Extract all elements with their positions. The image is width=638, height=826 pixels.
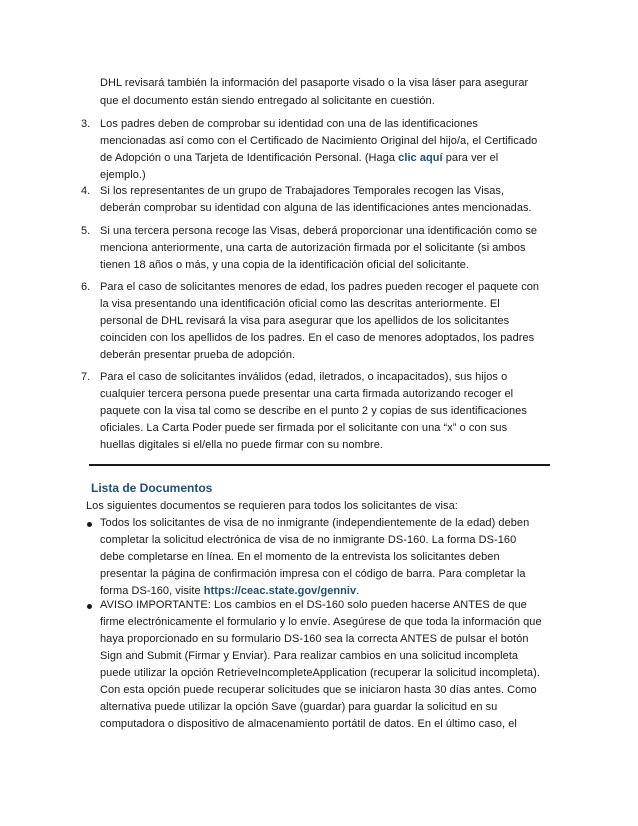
list-item-line: ejemplo.) — [100, 169, 146, 181]
ceac-link[interactable]: https://ceac.state.gov/genniv — [203, 585, 357, 597]
bullet-line: puede utilizar la opción RetrieveIncompleteApplication (recuperar la solicitud incompleta). — [100, 667, 540, 679]
bullet-line: presentar la página de confirmación impresa con el código de barra. Para completar la — [100, 568, 526, 580]
list-item-line: Si los representantes de un grupo de Trabajadores Temporales recogen las Visas, — [100, 185, 505, 197]
bullet-line: firme electrónicamente el formulario y lo envíe. Asegúrese de que toda la información que — [100, 616, 542, 628]
bullet-icon — [87, 522, 92, 527]
section-intro: Los siguientes documentos se requieren para todos los solicitantes de visa: — [86, 500, 458, 512]
click-here-link[interactable]: clic aquí — [398, 152, 443, 164]
bullet-icon — [87, 604, 92, 609]
continuation-line: DHL revisará también la información del pasaporte visado o la visa láser para asegurar — [100, 77, 529, 89]
bullet-line: computadora o dispositivo de almacenamiento portátil de datos. En el último caso, el — [100, 718, 517, 730]
list-item-line: personal de DHL revisará la visa para asegurar que los apellidos de los solicitantes — [100, 315, 510, 327]
bullet-line: Con esta opción puede recuperar solicitudes que se iniciaron hasta 30 días antes. Como — [100, 684, 537, 696]
list-item-number: 4. — [81, 185, 91, 197]
list-item-line: cualquier tercera persona puede presentar una carta firmada autorizando recoger el — [100, 388, 514, 400]
bullet-line: AVISO IMPORTANTE: Los cambios en el DS-160 solo pueden hacerse ANTES de que — [100, 599, 527, 611]
section-title: Lista de Documentos — [91, 481, 213, 495]
list-item-number: 5. — [81, 225, 91, 237]
bullet-text: . — [356, 585, 360, 597]
bullet-line: alternativa puede utilizar la opción Save (guardar) para guardar la solicitud en su — [100, 701, 498, 713]
list-item-line: menciona anteriormente, una carta de autorización firmada por el solicitante (si ambos — [100, 242, 526, 254]
bullet-line: completar la solicitud electrónica de visa de no inmigrante DS-160. La forma DS-160 — [100, 534, 517, 546]
list-item-line: mencionadas así como con el Certificado de Nacimiento Original del hijo/a, el Certificado — [100, 135, 538, 147]
list-item-line: deberán comprobar su identidad con alguna de las identificaciones antes mencionadas. — [100, 202, 532, 214]
list-item-number: 7. — [81, 371, 91, 383]
list-item-line: Para el caso de solicitantes menores de edad, los padres pueden recoger el paquete con — [100, 281, 540, 293]
list-item-line: huellas digitales si el/ella no puede firmar con su nombre. — [100, 439, 383, 451]
bullet-line: debe completarse en línea. En el momento de la entrevista los solicitantes deben — [100, 551, 500, 563]
section-divider — [89, 464, 550, 466]
list-item-line: oficiales. La Carta Poder puede ser firmada por el solicitante con una “x” o con sus — [100, 422, 508, 434]
continuation-line: que el documento están siendo entregado al solicitante en cuestión. — [100, 95, 435, 107]
list-item-line — [100, 152, 498, 165]
list-item-line: deberán presentar prueba de adopción. — [100, 349, 296, 361]
list-item-line: coinciden con los apellidos de los padres. En el caso de menores adoptados, los padres — [100, 332, 535, 344]
list-item-line: la visa presentando una identificación oficial como las descritas anteriormente. El — [100, 298, 500, 310]
list-item-line: tienen 18 años o más, y una copia de la identificación oficial del solicitante. — [100, 259, 470, 271]
bullet-line: Todos los solicitantes de visa de no inmigrante (independientemente de la edad) deben — [100, 517, 530, 529]
list-item-line: Para el caso de solicitantes inválidos (edad, iletrados, o incapacitados), sus hijos o — [100, 371, 508, 383]
bullet-line: haya proporcionado en su formulario DS-160 sea la correcta ANTES de pulsar el botón — [100, 633, 529, 645]
list-item-number: 6. — [81, 281, 91, 293]
bullet-line — [100, 585, 359, 598]
list-item-line: paquete con la visa tal como se describe en el punto 2 y copias de sus identificaciones — [100, 405, 527, 417]
bullet-text: forma DS-160, visite — [100, 585, 201, 597]
list-item-line: Si una tercera persona recoge las Visas, deberá proporcionar una identificación como se — [100, 225, 538, 237]
list-item-text: de Adopción o una Tarjeta de Identificación Personal. (Haga — [100, 152, 396, 164]
bullet-line: Sign and Submit (Firmar y Enviar). Para realizar cambios en una solicitud incompleta — [100, 650, 519, 662]
list-item-number: 3. — [81, 118, 91, 130]
list-item-line: Los padres deben de comprobar su identidad con una de las identificaciones — [100, 118, 478, 130]
list-item-text: para ver el — [442, 152, 499, 164]
